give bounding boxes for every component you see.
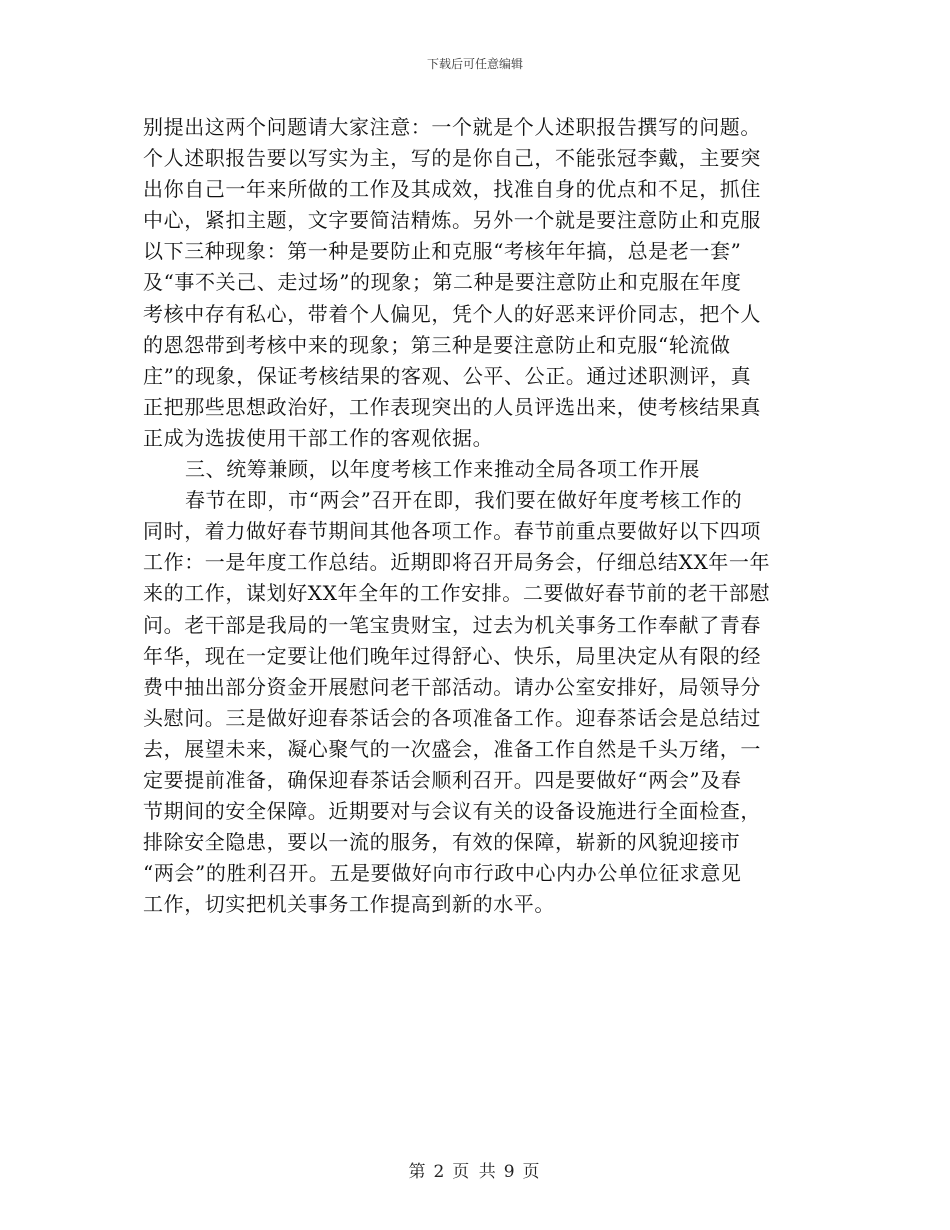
text-line: 头慰问。三是做好迎春茶话会的各项准备工作。迎春茶话会是总结过 bbox=[143, 705, 761, 730]
text-line: “两会”的胜利召开。五是要做好向市行政中心内办公单位征求意见 bbox=[143, 861, 742, 886]
text-line: 来的工作，谋划好XX年全年的工作安排。二要做好春节前的老干部慰 bbox=[143, 581, 771, 606]
text-line: 排除安全隐患，要以一流的服务，有效的保障，崭新的风貌迎接市 bbox=[143, 830, 741, 855]
text-line: 的恩怨带到考核中来的现象；第三种是要注意防止和克服“轮流做 bbox=[143, 332, 731, 357]
footer-prefix: 第 bbox=[408, 1162, 428, 1182]
text-line: 正把那些思想政治好，工作表现突出的人员评选出来，使考核结果真 bbox=[143, 394, 761, 419]
text-line: 工作：一是年度工作总结。近期即将召开局务会，仔细总结XX年一年 bbox=[143, 550, 771, 575]
paragraph-first-line: 春节在即，市“两会”召开在即，我们要在做好年度考核工作的 bbox=[185, 488, 743, 513]
text-line: 问。老干部是我局的一笔宝贵财宝，过去为机关事务工作奉献了青春 bbox=[143, 612, 761, 637]
text-line: 别提出这两个问题请大家注意：一个就是个人述职报告撰写的问题。 bbox=[143, 115, 761, 139]
document-body bbox=[143, 112, 803, 920]
text-line: 正成为选拔使用干部工作的客观依据。 bbox=[143, 425, 494, 450]
text-line: 及“事不关己、走过场”的现象；第二种是要注意防止和克服在年度 bbox=[143, 270, 742, 295]
section-heading: 三、统筹兼顾，以年度考核工作来推动全局各项工作开展 bbox=[185, 457, 700, 482]
footer-middle: 页 共 bbox=[452, 1162, 498, 1182]
text-line: 年华，现在一定要让他们晚年过得舒心、快乐，局里决定从有限的经 bbox=[143, 643, 761, 668]
page-header: 下载后可任意编辑 bbox=[426, 57, 523, 71]
text-line: 以下三种现象：第一种是要防止和克服“考核年年搞，总是老一套” bbox=[143, 239, 742, 264]
text-line: 中心，紧扣主题，文字要简洁精炼。另外一个就是要注意防止和克服 bbox=[143, 208, 761, 233]
text-line: 同时，着力做好春节期间其他各项工作。春节前重点要做好以下四项 bbox=[143, 519, 761, 544]
text-line: 庄”的现象，保证考核结果的客观、公平、公正。通过述职测评，真 bbox=[143, 363, 752, 388]
text-line: 工作，切实把机关事务工作提高到新的水平。 bbox=[143, 892, 555, 917]
text-line: 去，展望未来，凝心聚气的一次盛会，准备工作自然是千头万绪，一 bbox=[143, 736, 761, 761]
text-line: 出你自己一年来所做的工作及其成效，找准自身的优点和不足，抓住 bbox=[143, 177, 761, 202]
text-line: 定要提前准备，确保迎春茶话会顺利召开。四是要做好“两会”及春 bbox=[143, 767, 742, 792]
page-footer bbox=[0, 1157, 950, 1182]
text-line: 费中抽出部分资金开展慰问老干部活动。请办公室安排好，局领导分 bbox=[143, 674, 761, 699]
text-line: 个人述职报告要以写实为主，写的是你自己，不能张冠李戴，主要突 bbox=[143, 146, 761, 171]
total-pages-number: 9 bbox=[503, 1162, 517, 1182]
current-page-number: 2 bbox=[433, 1162, 447, 1182]
text-line: 考核中存有私心，带着个人偏见，凭个人的好恶来评价同志，把个人 bbox=[143, 301, 761, 326]
footer-suffix: 页 bbox=[522, 1162, 542, 1182]
text-line: 节期间的安全保障。近期要对与会议有关的设备设施进行全面检查， bbox=[143, 799, 761, 824]
